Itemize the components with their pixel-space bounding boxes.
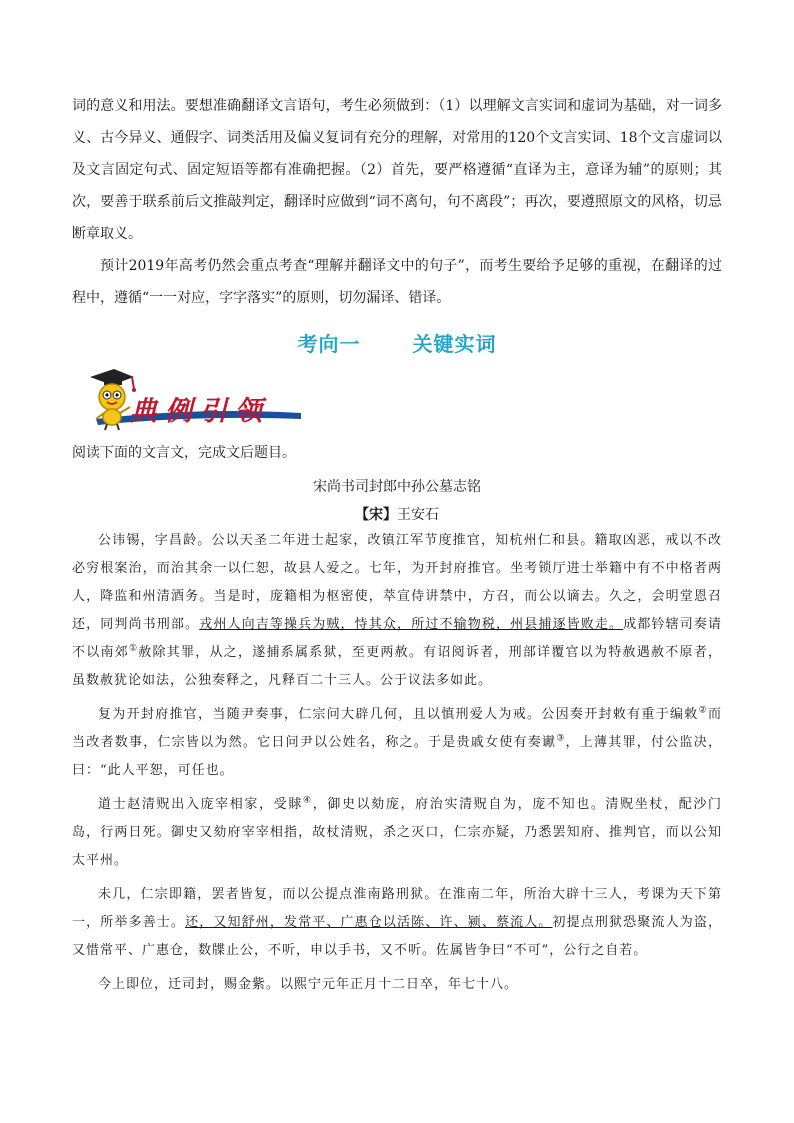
instruction-text: 阅读下面的文言文，完成文后题目。 (72, 445, 296, 461)
essay-author: 王安石 (397, 507, 439, 523)
badge-title: 典例引领 (130, 396, 270, 427)
essay-p4-text-b: 初提点刑狱恐聚流人为盗，又惜常平、广惠仓，数牒止公，不听，申以手书，又不听。佐属皆争曰“不可”，公行之自若。 (72, 915, 722, 958)
footnote-marker-4: ④ (302, 795, 313, 806)
essay-paragraph-1 (72, 527, 722, 695)
essay-p1-text-b: 成都钤辖司奏请不以南郊 (72, 617, 722, 660)
essay-p1-text-c: 赦除其罪，从之，遂捕系属系狱，至更两赦。有诏阅诉者，刑部详覆官以为特赦遇赦不原者，虽数赦犹论如法，公独奏释之，凡释百二十三人。公于议法多如此。 (72, 645, 722, 688)
essay-paragraph-4 (72, 881, 722, 965)
page-content (72, 90, 722, 1005)
essay-paragraph-3 (72, 791, 722, 875)
section-heading-part2: 关键实词 (412, 332, 497, 356)
essay-title: 宋尚书司封郎中孙公墓志铭 (313, 479, 481, 495)
essay-paragraph-2 (72, 701, 722, 785)
section-heading-part1: 考向一 (297, 332, 361, 356)
intro-paragraph-2: 预计2019年高考仍然会重点考查“理解并翻译文中的句子”，而考生要给予足够的重视，在翻译的过程中，遵循“一一对应，字字落实”的原则，切勿漏译、错译。 (72, 258, 722, 306)
essay-p3-text-a: 道士赵清贶出入庞宰相家，受賕 (98, 797, 303, 812)
footnote-marker-1: ① (128, 643, 139, 654)
footnote-marker-3: ③ (556, 733, 566, 744)
essay-p2-text-c: ，上薄其罪，付公监决，曰：“此人平恕，可任也。 (72, 735, 722, 778)
example-badge (76, 367, 722, 433)
essay-p4-underlined: 还，又知舒州，发常平、广惠仓以活陈、许、颍、蔡流人。 (185, 915, 553, 930)
essay-dynasty: 【宋】 (355, 507, 397, 523)
section-heading (72, 328, 722, 357)
intro-section (72, 90, 722, 314)
essay-p1-underlined: 戎州人向吉等操兵为贼，恃其众，所过不输物税，州县捕逐皆败走。 (199, 617, 624, 632)
essay-paragraph-5: 今上即位，迁司封，赐金紫。以熙宁元年正月十二日卒，年七十八。 (98, 977, 519, 992)
essay-author-line (72, 503, 722, 527)
essay-p4-text-a: 未几，仁宗即籍，罢者皆复，而以公提点淮南路刑狱。在淮南二年，所治大辟十三人，考课为天下第一，所举多善士。 (72, 887, 722, 930)
essay-p1-text-a: 公讳锡，字昌龄。公以天圣二年进士起家，改镇江军节度推官，知杭州仁和县。籍取凶恶，戒以不改必穷根案治，而治其余一以仁恕，故县人爱之。七年，为开封府推官。坐考锁厅进士举籍中有不中格者两人，降监和州清酒务。当是时，庞籍相为枢密使，萃宣侍讲禁中，方召，而公以谪去。久之，会明堂恩召还，同判尚书刑部。 (72, 533, 722, 632)
essay-p2-text-a: 复为开封府推官，当随尹奏事，仁宗问大辟几何，且以慎刑爱人为戒。公因奏开封敕有重于编敕 (98, 707, 699, 722)
essay-p3-text-b: ，御史以劾庞，府治实清贶自为，庞不知也。清贶坐杖，配沙门岛，行两日死。御史又劾府宰宰相指，故杖清贶，杀之灭口，仁宗亦疑，乃悉罢知府、推判官，而以公知太平州。 (72, 797, 722, 868)
footnote-marker-2: ② (698, 705, 708, 716)
essay-p2-text-b: 而当改者数事，仁宗皆以为然。它日问尹以公姓名，称之。于是贵戚女使有奏谳 (72, 707, 722, 750)
intro-paragraph-1: 词的意义和用法。要想准确翻译文言语句，考生必须做到：（1）以理解文言实词和虚词为基础，对一词多义、古今异义、通假字、词类活用及偏义复词有充分的理解，对常用的120个文言实词、18个文言虚词以及文言固定句式、固定短语等都有准确把握。（2）首先，要严格遵循“直译为主，意译为辅”的原则；其次，要善于联系前后文推敲判定，翻译时应做到“词不离句，句不离段”；再次，要遵照原文的风格，切忌断章取义。 (72, 98, 722, 242)
essay-body (72, 527, 722, 999)
